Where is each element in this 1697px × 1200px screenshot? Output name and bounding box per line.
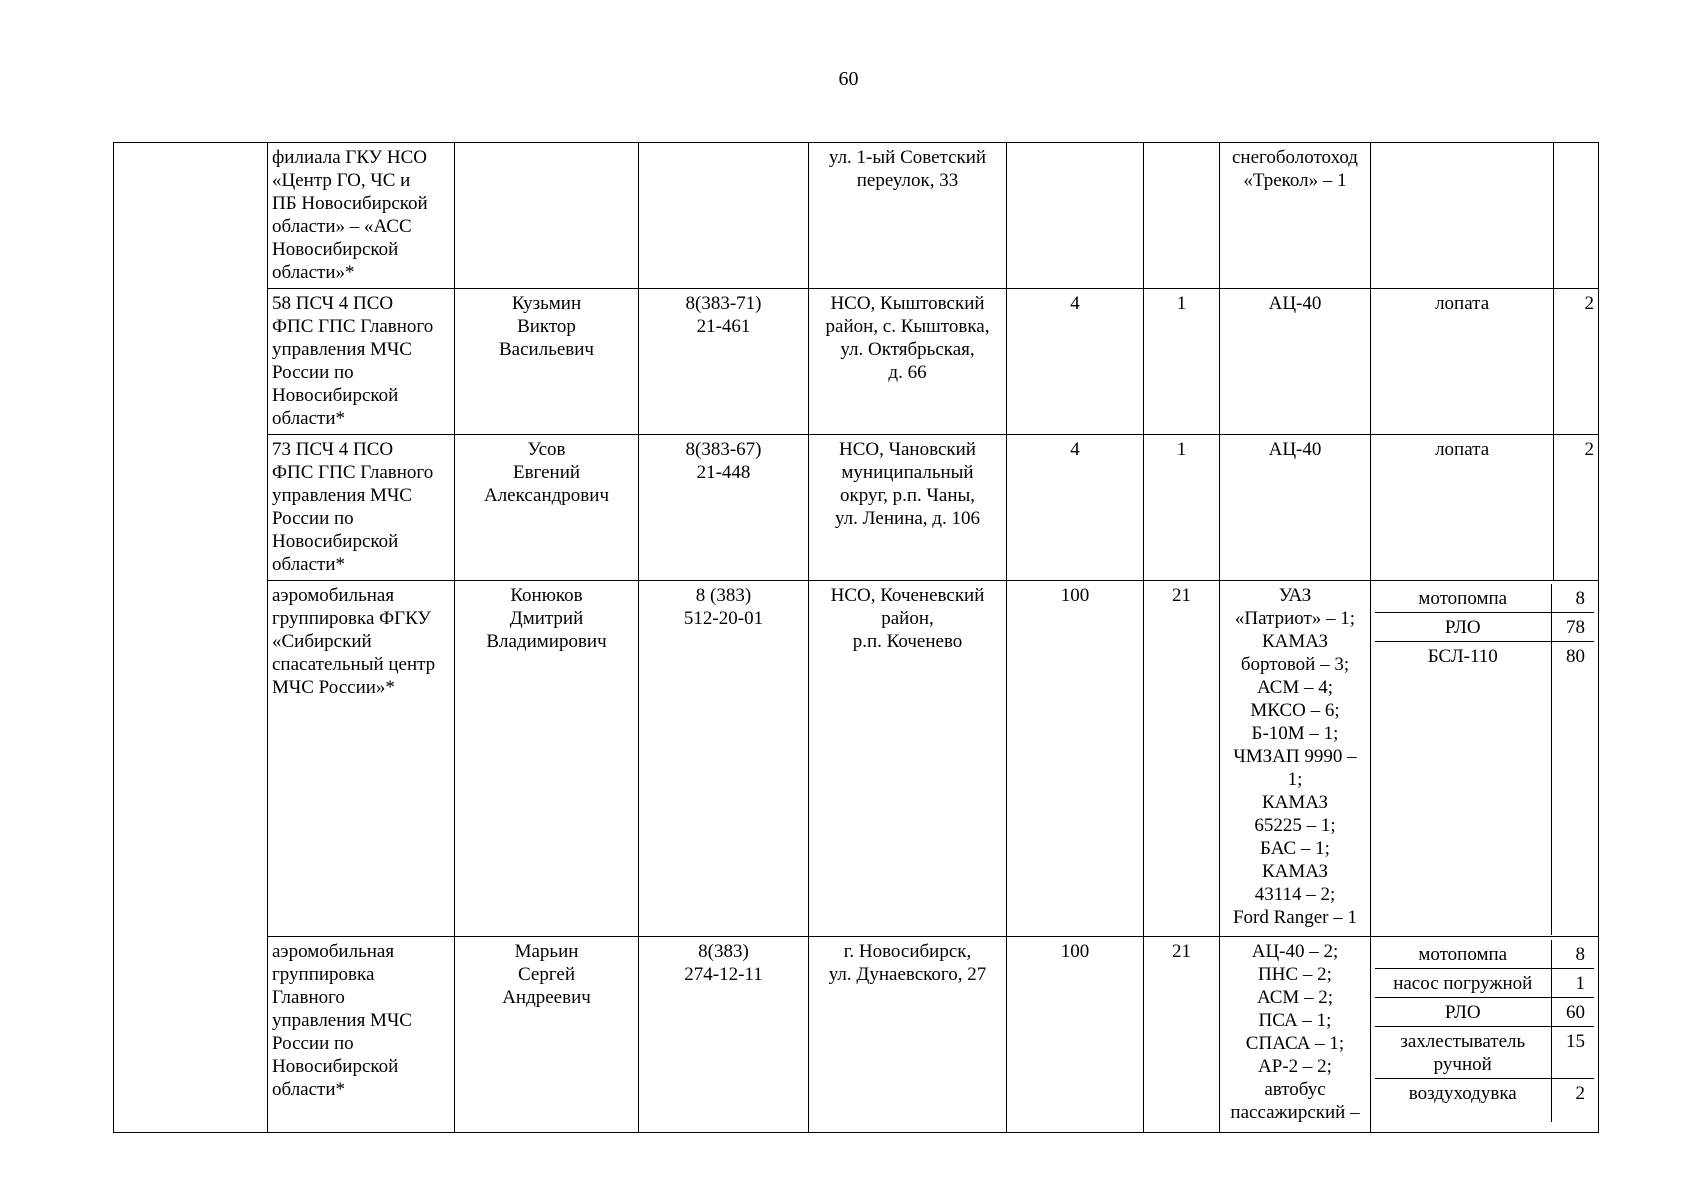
person-cell — [455, 143, 639, 289]
equipment-subtable — [1375, 584, 1594, 935]
equipment-qty: 2 — [1551, 1079, 1594, 1123]
address-cell: НСО, Чановский муниципальный округ, р.п. Чаны, ул. Ленина, д. 106 — [809, 435, 1007, 581]
equipment-cell: лопата — [1371, 435, 1554, 581]
equipment-qty: 8 — [1551, 940, 1594, 969]
equipment-row — [1375, 584, 1594, 613]
org-cell: филиала ГКУ НСО «Центр ГО, ЧС и ПБ Новосибирской области» – «АСС Новосибирской области»* — [268, 143, 455, 289]
equipment-row — [1375, 1079, 1594, 1123]
equipment-name: захлестыватель ручной — [1375, 1027, 1551, 1079]
equipment-name: БСЛ-110 — [1375, 642, 1551, 936]
table-row — [114, 435, 1599, 581]
phone-cell: 8(383-67) 21-448 — [639, 435, 809, 581]
equipment-qty: 80 — [1551, 642, 1594, 936]
vehicles-cell: снегоболотоход «Трекол» – 1 — [1220, 143, 1371, 289]
empty-first-column — [114, 143, 268, 1133]
vehicles-cell: АЦ-40 — [1220, 289, 1371, 435]
units-cell: 1 — [1144, 435, 1220, 581]
address-cell: г. Новосибирск, ул. Дунаевского, 27 — [809, 937, 1007, 1133]
table-row — [114, 581, 1599, 937]
equipment-qty: 78 — [1551, 613, 1594, 642]
staff-cell: 4 — [1007, 289, 1144, 435]
equipment-row — [1375, 998, 1594, 1027]
phone-cell — [639, 143, 809, 289]
quantity-cell: 2 — [1554, 435, 1599, 581]
address-cell: ул. 1-ый Советский переулок, 33 — [809, 143, 1007, 289]
units-cell: 21 — [1144, 581, 1220, 937]
resources-table — [113, 142, 1599, 1133]
address-cell: НСО, Кыштовский район, с. Кыштовка, ул. Октябрьская, д. 66 — [809, 289, 1007, 435]
equipment-row — [1375, 642, 1594, 936]
equipment-row — [1375, 613, 1594, 642]
org-cell: 58 ПСЧ 4 ПСО ФПС ГПС Главного управления МЧС России по Новосибирской области* — [268, 289, 455, 435]
equipment-cell: лопата — [1371, 289, 1554, 435]
staff-cell — [1007, 143, 1144, 289]
staff-cell: 100 — [1007, 937, 1144, 1133]
equipment-qty: 1 — [1551, 969, 1594, 998]
org-cell: аэромобильная группировка Главного управления МЧС России по Новосибирской области* — [268, 937, 455, 1133]
person-cell: Марьин Сергей Андреевич — [455, 937, 639, 1133]
equipment-subtable-cell — [1371, 581, 1599, 937]
table-row — [114, 143, 1599, 289]
equipment-qty: 60 — [1551, 998, 1594, 1027]
phone-cell: 8(383-71) 21-461 — [639, 289, 809, 435]
quantity-cell: 2 — [1554, 289, 1599, 435]
phone-cell: 8 (383) 512-20-01 — [639, 581, 809, 937]
person-cell: Конюков Дмитрий Владимирович — [455, 581, 639, 937]
address-cell: НСО, Коченевский район, р.п. Коченево — [809, 581, 1007, 937]
org-cell: аэромобильная группировка ФГКУ «Сибирский спасательный центр МЧС России»* — [268, 581, 455, 937]
equipment-row — [1375, 940, 1594, 969]
equipment-name: РЛО — [1375, 613, 1551, 642]
units-cell — [1144, 143, 1220, 289]
quantity-cell — [1554, 143, 1599, 289]
units-cell: 1 — [1144, 289, 1220, 435]
vehicles-cell: АЦ-40 – 2; ПНС – 2; АСМ – 2; ПСА – 1; СПАСА – 1; АР-2 – 2; автобус пассажирский – — [1220, 937, 1371, 1133]
equipment-row — [1375, 969, 1594, 998]
page-number: 60 — [838, 68, 859, 90]
staff-cell: 4 — [1007, 435, 1144, 581]
table-row — [114, 937, 1599, 1133]
equipment-qty: 15 — [1551, 1027, 1594, 1079]
equipment-qty: 8 — [1551, 584, 1594, 613]
equipment-name: мотопомпа — [1375, 584, 1551, 613]
phone-cell: 8(383) 274-12-11 — [639, 937, 809, 1133]
equipment-cell — [1371, 143, 1554, 289]
units-cell: 21 — [1144, 937, 1220, 1133]
org-cell: 73 ПСЧ 4 ПСО ФПС ГПС Главного управления МЧС России по Новосибирской области* — [268, 435, 455, 581]
person-cell: Кузьмин Виктор Васильевич — [455, 289, 639, 435]
equipment-name: воздуходувка — [1375, 1079, 1551, 1123]
staff-cell: 100 — [1007, 581, 1144, 937]
vehicles-cell: УАЗ «Патриот» – 1; КАМАЗ бортовой – 3; АСМ – 4; МКСО – 6; Б-10М – 1; ЧМЗАП 9990 – 1; КАМАЗ 65225 – 1; БАС – 1; КАМАЗ 43114 – 2; Ford Ranger – 1 — [1220, 581, 1371, 937]
equipment-name: РЛО — [1375, 998, 1551, 1027]
equipment-row — [1375, 1027, 1594, 1079]
equipment-subtable-cell — [1371, 937, 1599, 1133]
equipment-name: насос погружной — [1375, 969, 1551, 998]
table-row — [114, 289, 1599, 435]
vehicles-cell: АЦ-40 — [1220, 435, 1371, 581]
person-cell: Усов Евгений Александрович — [455, 435, 639, 581]
equipment-name: мотопомпа — [1375, 940, 1551, 969]
equipment-subtable — [1375, 940, 1594, 1122]
